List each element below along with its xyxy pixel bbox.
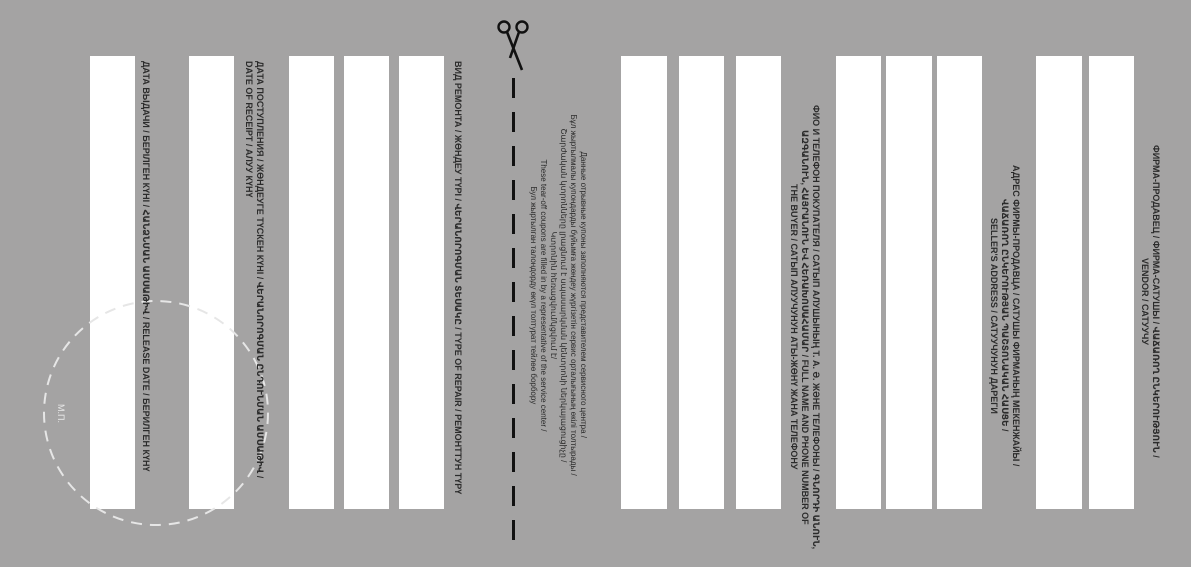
label-vendor <box>1139 140 1172 458</box>
stub-field-repair-2[interactable] <box>344 56 389 509</box>
label-repair-type-text: ВИД РЕМОНТА / ЖӨНДЕУ ТҮРІ / ՎԵՐԱՆՈՐՈԳՄԱՆ ՏԵՍԱԿԸ / TYPE OF REPAIR / РЕМОНТТУН ТҮРҮ <box>453 61 463 495</box>
label-receipt-date-line2: DATE OF RECEIPT / АЛУУ КҮНҮ <box>244 61 254 198</box>
coupon-field-buyer-3[interactable] <box>736 56 781 509</box>
label-receipt-date <box>243 56 276 478</box>
label-seller-address-line1: АДРЕС ФИРМЫ-ПРОДАВЦА / САТУШЫ ФИРМАНЫҢ МЕКЕНЖАЙЫ / <box>1011 165 1021 467</box>
label-seller-address-line2: ՎԱՃԱՌՈՂ ԸՆԿԵՐՈՒԹՅԱՆ ՊԱՇՏՈՆԱԿԱՆ ՀԱՍՑԵ / <box>1000 199 1010 432</box>
instructions-line-4: Կտրոնին հեռացվում/կցվում է/ <box>549 231 558 359</box>
coupon-field-buyer-2[interactable] <box>679 56 724 509</box>
cut-line <box>512 78 515 548</box>
label-repair-type <box>452 56 474 494</box>
instructions-line-2: Бұл жыртылмалы купондарды бүйымға жөндеу жүргізетін сервис орталығының өкілі толтырады / <box>569 114 578 476</box>
instructions-text <box>528 110 598 476</box>
label-buyer-line2: ԱԶԳԱՆՈՒՆ, ՀԱՅՐԱՆՈՒՆ ԵՎ ՀԵՌԱԽՈՍԱՀԱՄԱՐ / FULL NAME AND PHONE NUMBER OF <box>800 129 810 525</box>
label-receipt-date-line1: ДАТА ПОСТУПЛЕНИЯ / ЖӨНДЕУГЕ ТҮСКЕН КҮНІ / ՎԵՐԱՆՈՐՈԳՄԱՆ ԸՆԴՈՒՆՄԱՆ ԱՄՍԱԹԻՎ / <box>255 61 265 479</box>
label-seller-address-line3: SELLER'S ADDRESS / САТУУЧУНУН ДАРЕГИ <box>989 217 999 414</box>
stub-field-repair-1[interactable] <box>289 56 334 509</box>
coupon-field-address-1[interactable] <box>836 56 881 509</box>
coupon-field-vendor-2[interactable] <box>1089 56 1134 509</box>
label-vendor-line1: ФИРМА-ПРОДАВЕЦ / ФИРМА-САТУШЫ / ՎԱՃԱՌՈՂ ԸՆԿԵՐՈՒԹՅՈՒՆ / <box>1151 145 1161 458</box>
label-buyer-line1: ФИО И ТЕЛЕФОН ПОКУПАТЕЛЯ / САТЫП АЛУШЫНЫҢ Т. А. Ә. ЖӘНЕ ТЕЛЕФОНЫ / ԳՆՈՐԴԻ ԱՆՈՒՆ, <box>811 105 821 550</box>
label-vendor-line2: VENDOR / САТУУЧУ <box>1140 257 1150 345</box>
stub-field-repair-3[interactable] <box>399 56 444 509</box>
scissors-icon <box>496 18 530 74</box>
coupon-field-address-3[interactable] <box>937 56 982 509</box>
instructions-line-6: Бул жыртылган талондорду өкүл толтурат тейлөө борбору <box>529 186 538 404</box>
coupon-field-address-2[interactable] <box>886 56 932 509</box>
stamp-label: М.П. <box>56 404 66 423</box>
instructions-line-5: These tear-off coupons are filled in by a representative of the service center / <box>539 159 548 432</box>
label-release-date <box>140 56 162 472</box>
label-buyer-line3: THE BUYER / САТЫП АЛУУЧУНУН АТЫ-ЖӨНҮ ЖАНА ТЕЛЕФОНУ <box>789 184 799 470</box>
coupon-field-buyer-1[interactable] <box>621 56 667 509</box>
instructions-line-3: Շարժական կտրոնները լրացնում է սպասարկման կենտրոնի ներկայացուցիչը / <box>559 128 568 463</box>
label-release-date-text: ДАТА ВЫДАЧИ / БЕРІЛГЕН КҮНІ / ՀԱՆՁՆՄԱՆ ԱՄՍԱԹԻՎ / RELEASE DATE / БЕРИЛГЕН КҮНҮ <box>141 61 151 472</box>
instructions-line-1: Данные отрывные купоны заполняются представителем сервисного центра / <box>579 151 588 439</box>
coupon-field-vendor-1[interactable] <box>1036 56 1082 509</box>
label-seller-address <box>988 160 1032 466</box>
label-buyer <box>788 100 832 549</box>
